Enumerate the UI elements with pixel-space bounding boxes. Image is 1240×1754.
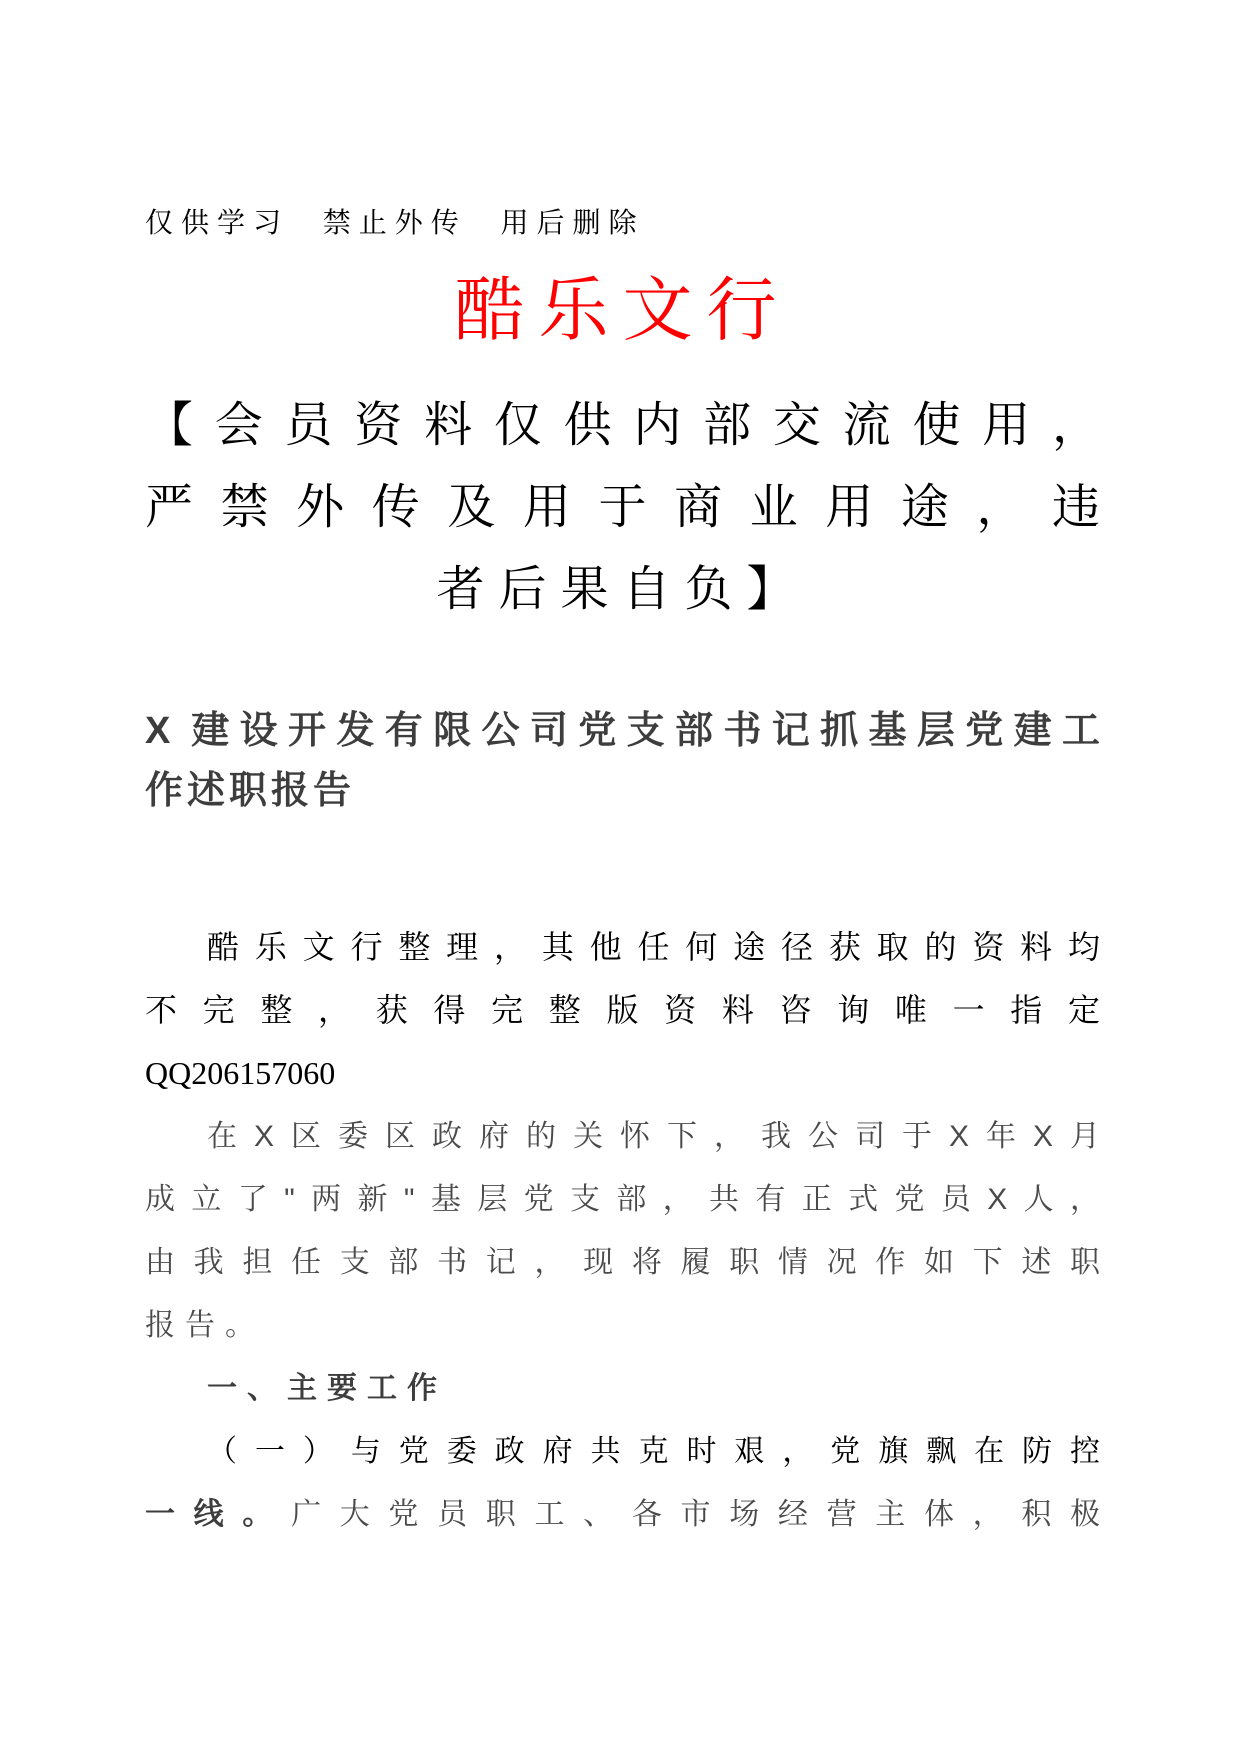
promo-line-2: 不完整，获得完整版资料咨询唯一指定 (145, 992, 1100, 1028)
notice-line-1: 【会员资料仅供内部交流使用， (145, 399, 1100, 452)
membership-notice (145, 385, 1100, 631)
promo-line-1: 酷乐文行整理，其他任何途径获取的资料均 (207, 929, 1100, 965)
notice-line-2: 严禁外传及用于商业用途，违 (145, 481, 1100, 534)
intro-line-2: 成立了"两新"基层党支部，共有正式党员X人， (145, 1183, 1100, 1216)
report-title-line-2: 作述职报告 (145, 770, 356, 812)
intro-paragraph (145, 1105, 1100, 1357)
intro-line-3: 由我担任支部书记，现将履职情况作如下述职 (145, 1246, 1100, 1279)
section-1-title: 一、主要工作 (207, 1372, 447, 1405)
subsection-1-heading-continuation: 一线。 (145, 1498, 292, 1531)
disclaimer-line: 仅供学习 禁止外传 用后删除 (145, 207, 645, 238)
report-title (145, 701, 1100, 821)
report-title-line-1: X 建设开发有限公司党支部书记抓基层党建工 (145, 710, 1100, 752)
subsection-1-mixed-line (145, 1483, 1100, 1546)
intro-line-4: 报告。 (145, 1309, 265, 1342)
notice-line-3: 者后果自负】 (436, 563, 809, 616)
subsection-1-heading-line: （一）与党委政府共克时艰，党旗飘在防控 (207, 1435, 1100, 1468)
page-content (145, 0, 1100, 1546)
promo-paragraph (145, 916, 1100, 1105)
qq-contact: QQ206157060 (145, 1055, 336, 1091)
subsection-1-body-text: 广大党员职工、各市场经营主体，积极 (291, 1498, 1101, 1531)
intro-line-1: 在X区委区政府的关怀下，我公司于X年X月 (207, 1120, 1100, 1153)
subsection-1 (145, 1420, 1100, 1546)
brand-title: 酷乐文行 (454, 271, 791, 349)
